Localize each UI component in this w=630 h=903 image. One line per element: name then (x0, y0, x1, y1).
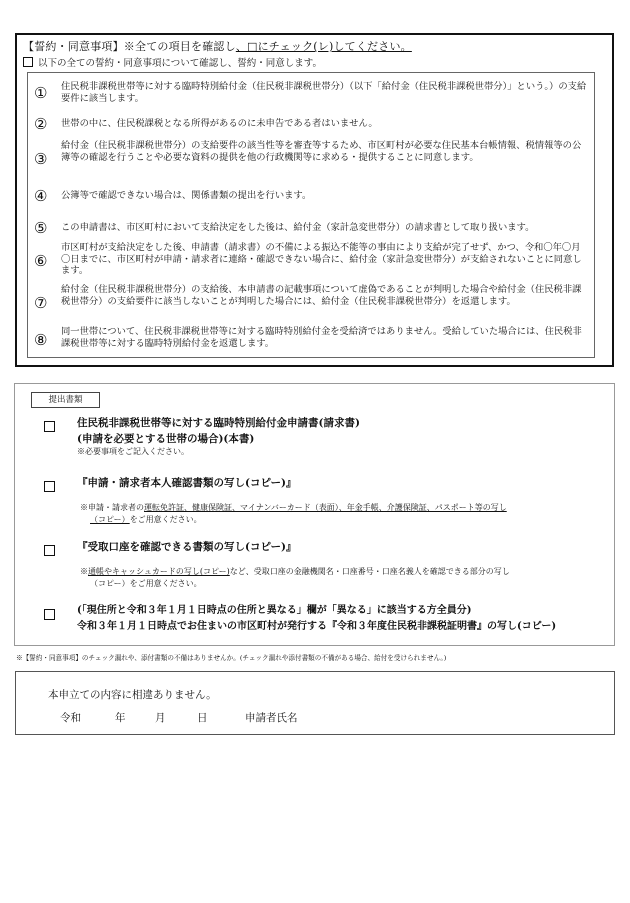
agree-all-checkbox[interactable] (23, 57, 33, 67)
item-text: この申請書は、市区町村において支給決定をした後は、給付金（家計急変世帯分）の請求書として取り扱います。 (61, 222, 535, 233)
doc4-title-line1: (「現住所と令和３年１月１日時点の住所と異なる」欄が「異なる」に該当する方全員分) (77, 605, 472, 616)
item-number: ⑦ (34, 294, 48, 312)
date-month-label: 月 (155, 712, 166, 724)
doc4-checkbox[interactable] (44, 609, 55, 620)
doc2-checkbox[interactable] (44, 481, 55, 492)
doc2-note-line1: ※申請・請求者の運転免許証、健康保険証、マイナンバーカード（表面）、年金手帳、介護保険証、パスポート等の写し (80, 503, 507, 512)
doc2-note-line2: （コピー）をご用意ください。 (90, 515, 202, 524)
doc3-note-line2: （コピー）をご用意ください。 (90, 579, 202, 588)
item-text: 同一世帯について、住民税非課税世帯等に対する臨時特別給付金を受給済ではありません。受給していた場合には、住民税非課税世帯等に対する臨時特別給付金を返還します。 (61, 326, 582, 349)
declaration-box (15, 671, 615, 735)
agree-all-row (23, 55, 322, 69)
item-number: ③ (34, 150, 48, 168)
doc4-title-line2: 令和３年１月１日時点でお住まいの市区町村が発行する『令和３年度住民税非課税証明書』の写し(コピー) (77, 621, 557, 632)
item-text: 給付金（住民税非課税世帯分）の支給後、本申請書の記載事項について虚偽であることが判明した場合や給付金（住民税非課税世帯分）の支給要件に該当しないことが判明した場合には、給付金（住民税非課税世帯分）を返還します。 (61, 284, 582, 307)
pledge-items-box (27, 72, 595, 358)
doc1-note: ※必要事項をご記入ください。 (77, 447, 189, 456)
item-number: ⑧ (34, 331, 48, 349)
doc2-title: 『申請・請求者本人確認書類の写し(コピー)』 (77, 477, 297, 489)
date-year-label: 年 (115, 712, 126, 724)
item-text: 市区町村が支給決定をした後、申請書（請求書）の不備による振込不能等の事由により支給が完了せず、かつ、令和〇年〇月〇日までに、市区町村が申請・請求者に連絡・確認できない場合に、給付金（家計急変世帯分）が支給されないことに同意します。 (61, 242, 582, 276)
item-number: ④ (34, 187, 48, 205)
footnote: ※【誓約・同意事項】のチェック漏れや、添付書類の不備はありませんか。(チェック漏れや添付書類の不備がある場合、給付を受けられません。) (16, 654, 447, 662)
item-text: 給付金（住民税非課税世帯分）の支給要件の該当性等を審査等するため、市区町村が必要な住民基本台帳情報、税情報等の公簿等の確認を行うことや必要な資料の提供を他の行政機関等に求める・提供することに同意します。 (61, 140, 582, 163)
date-era-label: 令和 (60, 712, 81, 724)
doc1-checkbox[interactable] (44, 421, 55, 432)
doc3-title: 『受取口座を確認できる書類の写し(コピー)』 (77, 541, 297, 553)
agree-all-label: 以下の全ての誓約・同意事項について確認し、誓約・同意します。 (38, 58, 323, 69)
item-text: 世帯の中に、住民税課税となる所得があるのに未申告である者はいません。 (61, 118, 378, 129)
date-day-label: 日 (197, 712, 208, 724)
item-text: 住民税非課税世帯等に対する臨時特別給付金（住民税非課税世帯分）（以下「給付金（住民税非課税世帯分）」という。）の支給要件に該当します。 (61, 81, 587, 104)
applicant-name-label: 申請者氏名 (245, 712, 298, 724)
doc3-checkbox[interactable] (44, 545, 55, 556)
submission-tag: 提出書類 (31, 392, 100, 408)
item-number: ① (34, 84, 48, 102)
item-number: ② (34, 115, 48, 133)
item-text: 公簿等で確認できない場合は、関係書類の提出を行います。 (61, 190, 312, 201)
declaration-statement: 本申立ての内容に相違ありません。 (48, 689, 217, 701)
item-number: ⑤ (34, 219, 48, 237)
item-number: ⑥ (34, 252, 48, 270)
pledge-title: 【誓約・同意事項】※全ての項目を確認し、□にチェック(レ)してください。 (23, 40, 412, 53)
doc3-note-line1: ※通帳やキャッシュカードの写し(コピー)など、受取口座の金融機関名・口座番号・口座名義人を確認できる部分の写し (80, 567, 510, 576)
doc1-title-line1: 住民税非課税世帯等に対する臨時特別給付金申請書(請求書) (77, 417, 360, 429)
doc1-title-line2: (申請を必要とする世帯の場合)(本書) (77, 433, 255, 445)
